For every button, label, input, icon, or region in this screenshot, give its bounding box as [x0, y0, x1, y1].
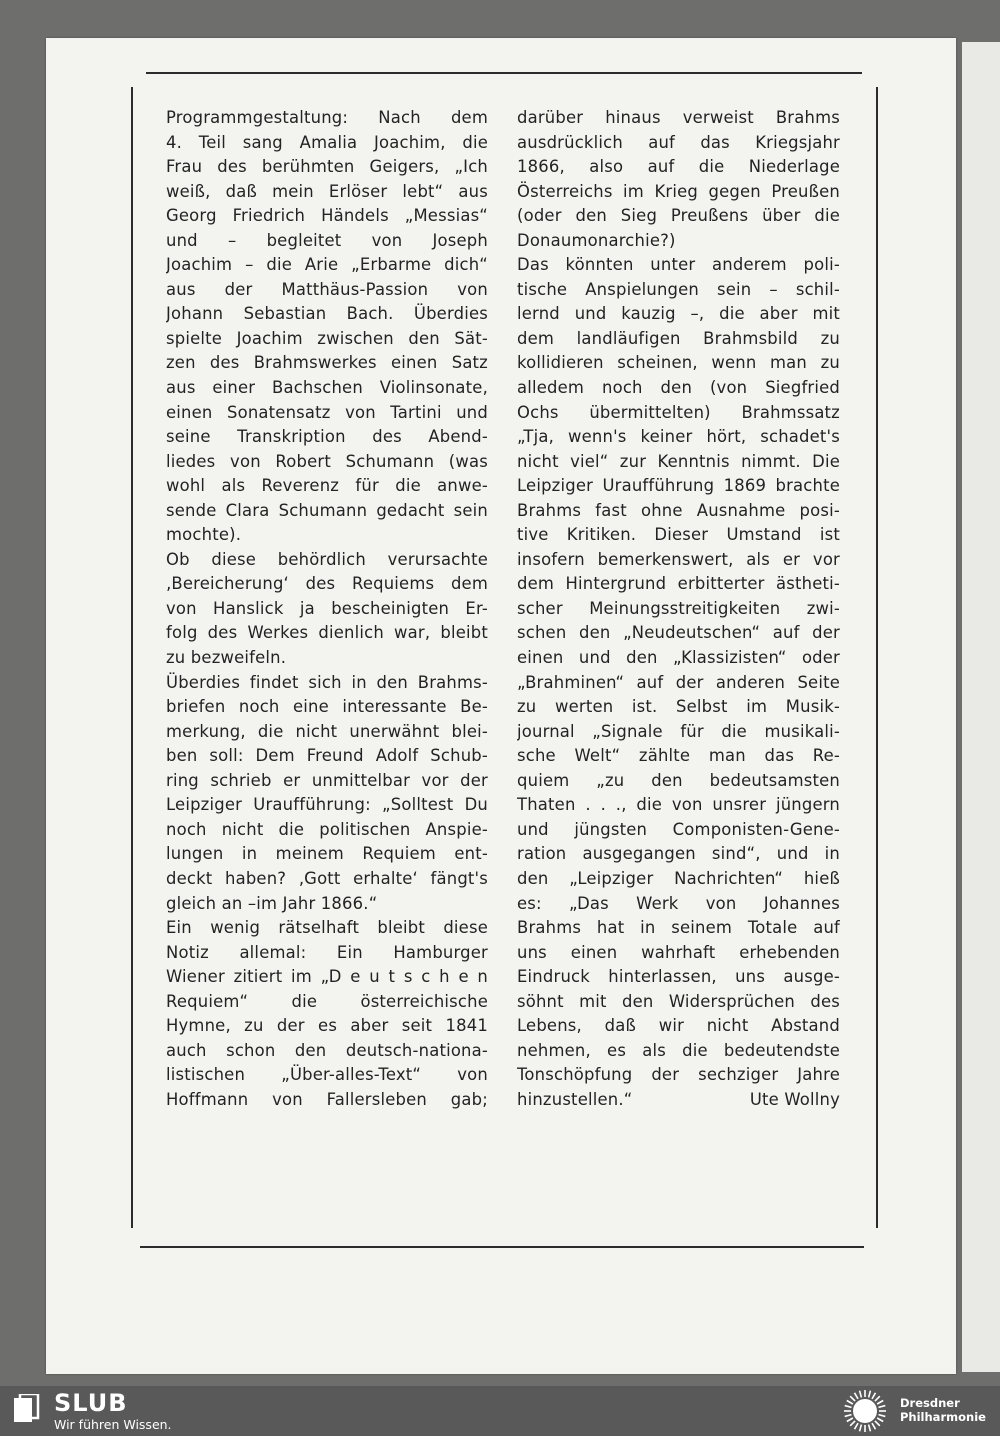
text-line: dem Hintergrund erbitterter ästheti-	[517, 574, 840, 594]
text-line: liedes von Robert Schumann (was	[166, 451, 488, 471]
text-line: folg des Werkes dienlich war, bleibt	[166, 623, 488, 643]
text-line: gleich an –im Jahr 1866.“	[166, 893, 378, 913]
text-line: Thaten . . ., die von unsrer jüngern	[517, 795, 840, 815]
text-line: Frau des berühmten Geigers, „Ich	[166, 157, 488, 177]
text-line: lernd und kauzig –, die aber mit	[517, 304, 840, 324]
slub-logo-icon[interactable]	[14, 1394, 40, 1424]
text-line: listischen „Über-alles-Text“ von	[166, 1065, 488, 1085]
closing-text: hinzustellen.“	[517, 1089, 633, 1109]
philharmonie-logo-icon[interactable]	[842, 1388, 888, 1434]
text-line: merkung, die nicht unerwähnt blei-	[166, 721, 488, 741]
text-line: noch nicht die politischen Anspie-	[166, 819, 488, 839]
text-line: „Tja, wenn's keiner hört, schadet's	[517, 427, 840, 447]
text-line: auch schon den deutsch-nationa-	[166, 1040, 488, 1060]
text-line: Brahms fast ohne Ausnahme posi-	[517, 500, 840, 520]
text-line: kollidieren scheinen, wenn man zu	[517, 353, 840, 373]
viewer-footer	[0, 1386, 1000, 1436]
library-slogan: Wir führen Wissen.	[54, 1417, 172, 1432]
text-line: ben soll: Dem Freund Adolf Schub-	[166, 746, 488, 766]
author-signature: Ute Wollny	[749, 1089, 840, 1109]
partner-name[interactable]	[900, 1396, 986, 1424]
text-line: darüber hinaus verweist Brahms	[517, 108, 840, 127]
text-line: einen Sonatensatz von Tartini und	[166, 402, 488, 422]
left-text-column	[166, 106, 488, 1112]
text-line: und – begleitet von Joseph	[166, 230, 488, 250]
text-line: Wiener zitiert im „D e u t s c h e n	[166, 967, 488, 987]
text-line: journal „Signale für die musikali-	[517, 721, 840, 741]
text-line: Notiz allemal: Ein Hamburger	[166, 942, 488, 962]
text-line: uns einen wahrhaft erhebenden	[517, 942, 840, 962]
text-line: ration ausgegangen sind“, und in	[517, 844, 840, 864]
text-line: Tonschöpfung der sechziger Jahre	[517, 1065, 840, 1085]
text-line: tische Anspielungen sein – schil-	[517, 279, 840, 299]
text-line: briefen noch eine interessante Be-	[166, 697, 488, 717]
text-line: Hoffmann von Fallersleben gab;	[166, 1089, 488, 1109]
text-line: mochte).	[166, 525, 242, 545]
top-rule	[146, 72, 862, 74]
text-line: insofern bemerkenswert, als er vor	[517, 549, 840, 569]
text-line: lungen in meinem Requiem ent-	[166, 844, 488, 864]
text-line: aus der Matthäus-Passion von	[166, 279, 488, 299]
text-line: zu bezweifeln.	[166, 648, 287, 668]
partner-name-line1: Dresdner	[900, 1396, 960, 1410]
text-line: ‚Bereicherung‘ des Requiems dem	[166, 574, 488, 594]
text-line: es: „Das Werk von Johannes	[517, 893, 840, 913]
text-line: zen des Brahmswerkes einen Satz	[166, 353, 488, 373]
text-line: einen und den „Klassizisten“ oder	[517, 648, 840, 668]
closing-line	[517, 1088, 840, 1113]
text-line: Hymne, zu der es aber seit 1841	[166, 1016, 488, 1036]
text-line: schen den „Neudeutschen“ auf der	[517, 623, 840, 643]
text-line: Requiem“ die österreichische	[166, 991, 488, 1011]
text-line: tive Kritiken. Dieser Umstand ist	[517, 525, 840, 545]
text-line: Joachim – die Arie „Erbarme dich“	[166, 255, 488, 275]
text-line: sche Welt“ zählte man das Re-	[517, 746, 840, 766]
text-line: Donaumonarchie?)	[517, 230, 676, 250]
text-line: Johann Sebastian Bach. Überdies	[166, 304, 488, 324]
text-line: von Hanslick ja bescheinigten Er-	[166, 598, 488, 618]
library-name[interactable]: SLUB	[54, 1389, 128, 1417]
text-line: nicht viel“ zur Kenntnis nimmt. Die	[517, 451, 840, 471]
text-line: den „Leipziger Nachrichten“ hieß	[517, 868, 840, 888]
text-line: scher Meinungsstreitigkeiten zwi-	[517, 598, 840, 618]
text-line: Programmgestaltung: Nach dem	[166, 108, 488, 127]
text-line: söhnt mit den Widersprüchen des	[517, 991, 840, 1011]
text-line: alledem noch den (von Siegfried	[517, 378, 840, 398]
text-line: dem landläufigen Brahmsbild zu	[517, 328, 840, 348]
text-line: Ochs übermittelten) Brahmssatz	[517, 402, 840, 422]
text-line: und jüngsten Componisten-Gene-	[517, 819, 840, 839]
text-line: seine Transkription des Abend-	[166, 427, 488, 447]
text-line: 4. Teil sang Amalia Joachim, die	[166, 132, 488, 152]
text-line: ring schrieb er unmittelbar vor der	[166, 770, 488, 790]
text-line: „Brahminen“ auf der anderen Seite	[517, 672, 840, 692]
text-line: wohl als Reverenz für die anwe-	[166, 476, 488, 496]
text-line: 1866, also auf die Niederlage	[517, 157, 840, 177]
bottom-rule	[140, 1246, 864, 1248]
text-line: zu werten ist. Selbst im Musik-	[517, 697, 840, 717]
text-line: Lebens, daß wir nicht Abstand	[517, 1016, 840, 1036]
left-frame-rule	[131, 87, 133, 1228]
text-line: Georg Friedrich Händels „Messias“	[166, 206, 488, 226]
text-line: sende Clara Schumann gedacht sein	[166, 500, 488, 520]
right-text-column	[517, 106, 840, 1112]
text-line: Brahms hat in seinem Totale auf	[517, 918, 840, 938]
text-line: Ob diese behördlich verursachte	[166, 549, 488, 569]
text-line: Leipziger Uraufführung 1869 brachte	[517, 476, 840, 496]
text-line: deckt haben? ‚Gott erhalte‘ fängt's	[166, 868, 488, 888]
text-line: spielte Joachim zwischen den Sät-	[166, 328, 488, 348]
text-line: aus einer Bachschen Violinsonate,	[166, 378, 488, 398]
text-line: Österreichs im Krieg gegen Preußen	[517, 181, 840, 201]
text-line: Eindruck hinterlassen, uns ausge-	[517, 967, 840, 987]
text-line: Überdies findet sich in den Brahms-	[166, 672, 488, 692]
text-line: nehmen, es als die bedeutendste	[517, 1040, 840, 1060]
right-frame-rule	[876, 87, 878, 1228]
text-line: weiß, daß mein Erlöser lebt“ aus	[166, 181, 488, 201]
text-line: Leipziger Uraufführung: „Solltest Du	[166, 795, 488, 815]
partner-name-line2: Philharmonie	[900, 1410, 986, 1424]
text-line: Das könnten unter anderem poli-	[517, 255, 840, 275]
text-line: Ein wenig rätselhaft bleibt diese	[166, 918, 488, 938]
text-line: (oder den Sieg Preußens über die	[517, 206, 840, 226]
adjacent-page-edge	[962, 42, 1000, 1372]
text-line: ausdrücklich auf das Kriegsjahr	[517, 132, 840, 152]
text-line: quiem „zu den bedeutsamsten	[517, 770, 840, 790]
